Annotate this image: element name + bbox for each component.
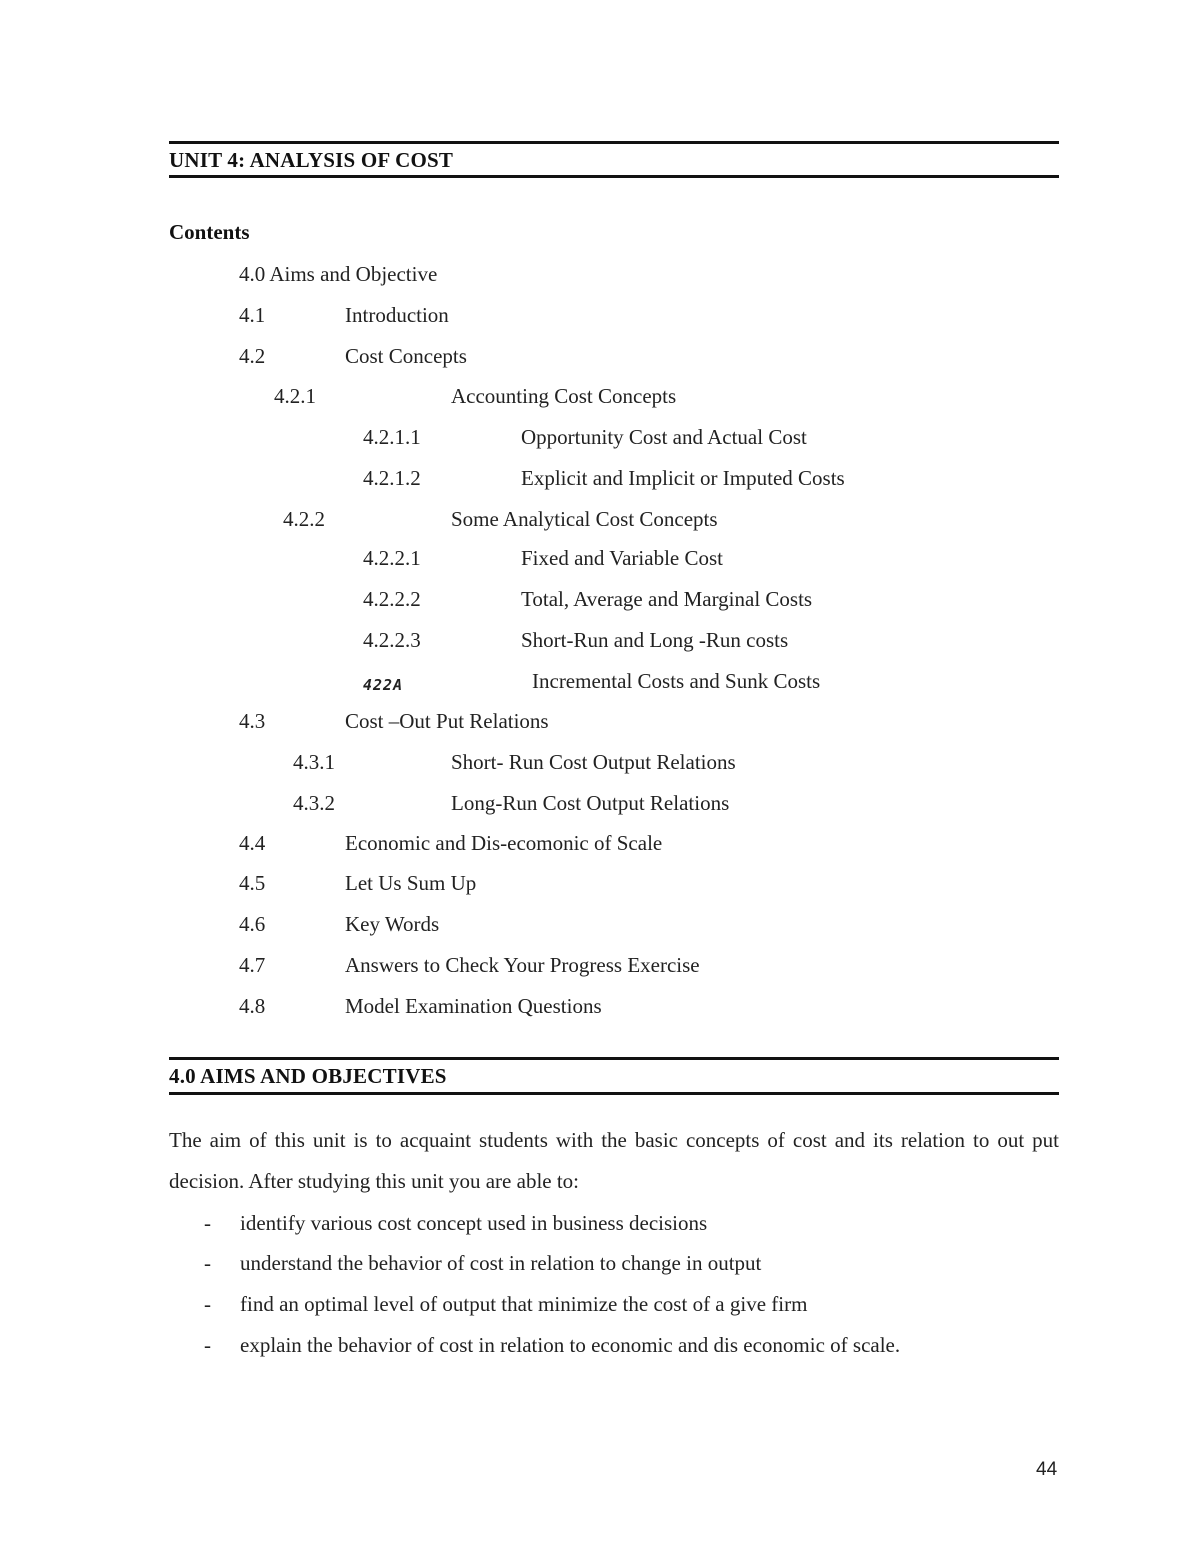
toc-number: 4.3.1: [293, 750, 335, 774]
toc-number: 4.0 Aims and Objective: [239, 262, 438, 286]
objective-text: identify various cost concept used in business decisions: [240, 1211, 708, 1235]
aims-paragraph: The aim of this unit is to acquaint students with the basic concepts of cost and its relation to out put decision. After studying this unit you are able to:: [169, 1128, 1059, 1193]
toc-number: 4.2.2.3: [363, 628, 421, 652]
bullet-dash: -: [204, 1333, 211, 1357]
toc-number: 4.2.1.1: [363, 425, 421, 449]
toc-title: Long-Run Cost Output Relations: [451, 791, 730, 815]
toc-number: 422A: [363, 676, 404, 694]
toc-title: Key Words: [345, 912, 440, 936]
toc-title: Answers to Check Your Progress Exercise: [345, 953, 700, 977]
top-rule-lower: [169, 175, 1059, 178]
toc-number: 4.1: [239, 303, 266, 327]
aims-heading: 4.0 AIMS AND OBJECTIVES: [169, 1064, 447, 1088]
toc-title: Model Examination Questions: [345, 994, 602, 1018]
toc-title: Cost –Out Put Relations: [345, 709, 549, 733]
toc-title: Let Us Sum Up: [345, 871, 477, 895]
objective-text: find an optimal level of output that minimize the cost of a give firm: [240, 1292, 808, 1316]
toc-title: Short-Run and Long -Run costs: [521, 628, 789, 652]
toc-title: Short- Run Cost Output Relations: [451, 750, 736, 774]
bullet-dash: -: [204, 1211, 211, 1235]
toc-number: 4.8: [239, 994, 266, 1018]
toc-title: Economic and Dis-ecomonic of Scale: [345, 831, 663, 855]
toc-title: Total, Average and Marginal Costs: [521, 587, 813, 611]
toc-number: 4.2.1.2: [363, 466, 421, 490]
objective-text: understand the behavior of cost in relation to change in output: [240, 1251, 762, 1275]
bullet-dash: -: [204, 1292, 211, 1316]
toc-title: Introduction: [345, 303, 449, 327]
page-number: 44: [1036, 1459, 1058, 1480]
toc-number: 4.5: [239, 871, 266, 895]
toc-number: 4.7: [239, 953, 266, 977]
toc-number: 4.2: [239, 344, 266, 368]
toc-number: 4.6: [239, 912, 266, 936]
toc-title: Accounting Cost Concepts: [451, 384, 677, 408]
toc-title: Explicit and Implicit or Imputed Costs: [521, 466, 845, 490]
unit-heading: UNIT 4: ANALYSIS OF COST: [169, 148, 454, 172]
objective-text: explain the behavior of cost in relation to economic and dis economic of scale.: [240, 1333, 901, 1357]
toc-title: Cost Concepts: [345, 344, 467, 368]
bullet-dash: -: [204, 1251, 211, 1275]
toc-number: 4.4: [239, 831, 266, 855]
top-rule-upper: [169, 141, 1059, 144]
contents-label: Contents: [169, 220, 250, 244]
toc-number: 4.2.2: [283, 507, 325, 531]
aims-rule-upper: [169, 1057, 1059, 1060]
toc-number: 4.2.1: [274, 384, 316, 408]
aims-rule-lower: [169, 1092, 1059, 1095]
toc-number: 4.2.2.2: [363, 587, 421, 611]
toc-title: Fixed and Variable Cost: [521, 546, 724, 570]
toc-title: Some Analytical Cost Concepts: [451, 507, 718, 531]
toc-title: Incremental Costs and Sunk Costs: [532, 669, 821, 693]
toc-number: 4.2.2.1: [363, 546, 421, 570]
toc-number: 4.3.2: [293, 791, 335, 815]
toc-title: Opportunity Cost and Actual Cost: [521, 425, 807, 449]
toc-number: 4.3: [239, 709, 266, 733]
